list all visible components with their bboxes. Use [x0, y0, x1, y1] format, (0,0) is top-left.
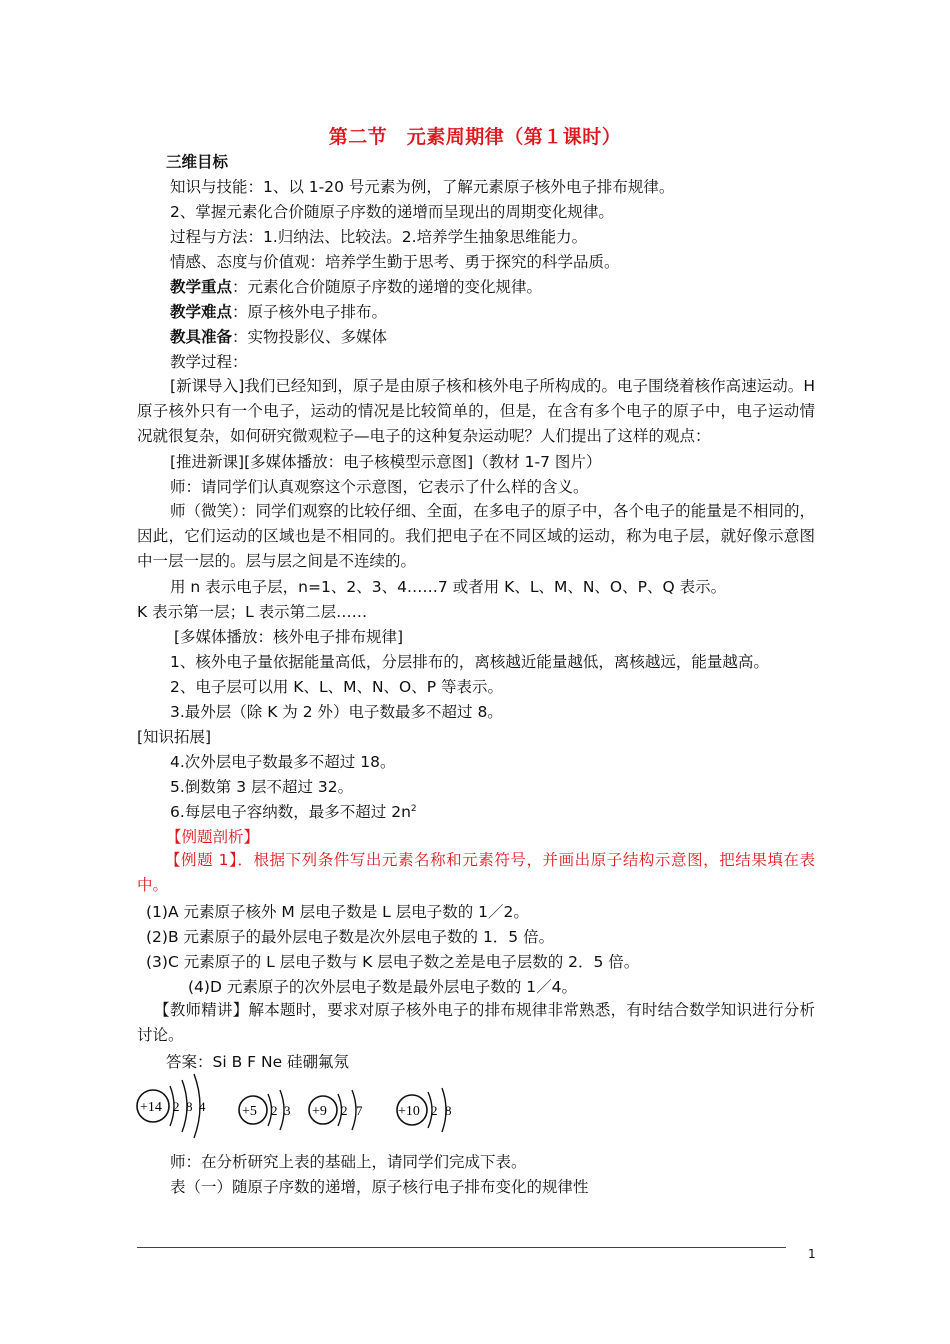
tools-line	[170, 327, 387, 347]
rule-6-text: 6.每层电子容纳数，最多不超过 2n	[170, 803, 411, 821]
teacher-paragraph-2: 师（微笑）：同学们观察的比较仔细、全面，在多电子的原子中，各个电子的能量是不相同的，因此，它们运动的区域也是不相同的。我们把电子在不同区域的运动，称为电子层，就好像示意图中一层一层的。层与层之间是不连续的。	[137, 502, 815, 570]
atom-ne-shell-1: 2	[431, 1103, 438, 1118]
page-title: 第二节 元素周期律（第１课时）	[328, 126, 622, 148]
focus-line	[170, 277, 542, 297]
focus-label: 教学重点	[170, 278, 233, 296]
atom-f-shell-1: 2	[341, 1103, 348, 1118]
rule-3: 3.最外层（除 K 为 2 外）电子数最多不超过 8。	[170, 703, 503, 721]
knowledge-line: 知识与技能：1、以 1-20 号元素为例，了解元素原子核外电子排布规律。	[170, 178, 675, 196]
teacher-line-3: 师：在分析研究上表的基础上，请同学们完成下表。	[170, 1153, 527, 1171]
atom-si-nucleus: +14	[140, 1100, 162, 1115]
question-3: (3)C 元素原子的 L 层电子数与 K 层电子数之差是电子层数的 2．5 倍。	[146, 953, 640, 971]
atom-b-nucleus: +5	[242, 1104, 257, 1119]
footer-divider	[137, 1247, 786, 1248]
knowledge-extend: [知识拓展]	[137, 728, 212, 746]
atom-f-shell-2: 7	[356, 1103, 363, 1118]
atom-ne-shell-2: 8	[445, 1103, 452, 1118]
atom-f	[309, 1090, 363, 1130]
question-4: (4)D 元素原子的次外层电子数是最外层电子数的 1／4。	[188, 978, 577, 996]
question-1: (1)A 元素原子核外 M 层电子数是 L 层电子数的 1／2。	[146, 903, 529, 921]
atom-si-shell-3: 4	[199, 1099, 206, 1114]
atom-si-shell-1: 2	[173, 1099, 180, 1114]
knowledge-line-2: 2、掌握元素化合价随原子序数的递增而呈现出的周期变化规律。	[170, 203, 614, 221]
layers-line-2: K 表示第一层；L 表示第二层……	[137, 603, 368, 621]
difficulty-line	[170, 302, 387, 322]
difficulty-text: ：原子核外电子排布。	[232, 303, 388, 321]
teacher-line-1: 师：请同学们认真观察这个示意图，它表示了什么样的含义。	[170, 478, 589, 496]
media-line-2: [多媒体播放：核外电子排布规律]	[174, 628, 404, 646]
rule-4: 4.次外层电子数最多不超过 18。	[170, 753, 396, 771]
atom-structure-diagrams	[130, 1072, 470, 1140]
example-1: 【例题 1】．根据下列条件写出元素名称和元素符号，并画出原子结构示意图，把结果填在表中。	[137, 851, 815, 894]
atom-ne-nucleus: +10	[398, 1104, 420, 1119]
tools-label: 教具准备	[170, 328, 233, 346]
tools-text: ：实物投影仪、多媒体	[232, 328, 388, 346]
atom-si	[137, 1074, 206, 1138]
difficulty-label: 教学难点	[170, 303, 233, 321]
process-heading: 教学过程：	[170, 353, 248, 371]
atom-b-shell-1: 2	[271, 1103, 278, 1118]
process-line: 过程与方法：1.归纳法、比较法。2.培养学生抽象思维能力。	[170, 228, 588, 246]
example-heading: 【例题剖析】	[166, 828, 260, 846]
emotion-line: 情感、态度与价值观：培养学生勤于思考、勇于探究的科学品质。	[170, 253, 620, 271]
rule-6	[170, 802, 417, 822]
layers-line-1: 用 n 表示电子层，n=1、2、3、4……7 或者用 K、L、M、N、O、P、Q 表示。	[170, 578, 727, 596]
question-2: (2)B 元素原子的最外层电子数是次外层电子数的 1．5 倍。	[146, 928, 555, 946]
atom-ne	[397, 1088, 452, 1132]
analysis-paragraph: 【教师精讲】解本题时，要求对原子核外电子的排布规律非常熟悉，有时结合数学知识进行分析讨论。	[137, 1001, 815, 1044]
intro-paragraph: [新课导入]我们已经知到，原子是由原子核和核外电子所构成的。电子围绕着核作高速运动。H 原子核外只有一个电子，运动的情况是比较简单的，但是，在含有多个电子的原子中，电子运动情况就很复杂，如何研究微观粒子—电子的这种复杂运动呢？人们提出了这样的观点：	[137, 377, 815, 445]
rule-2: 2、电子层可以用 K、L、M、N、O、P 等表示。	[170, 678, 504, 696]
focus-text: ：元素化合价随原子序数的递增的变化规律。	[232, 278, 543, 296]
rule-6-exponent: 2	[410, 804, 417, 814]
atom-b-shell-2: 3	[284, 1103, 291, 1118]
goals-heading: 三维目标	[166, 153, 229, 171]
atom-si-shell-2: 8	[186, 1099, 193, 1114]
table-caption: 表（一）随原子序数的递增，原子核行电子排布变化的规律性	[170, 1178, 589, 1196]
rule-5: 5.倒数第 3 层不超过 32。	[170, 778, 354, 796]
answer-line: 答案：Si B F Ne 硅硼氟氖	[166, 1053, 350, 1071]
advance-line: [推进新课][多媒体播放：电子核模型示意图]（教材 1-7 图片）	[170, 453, 602, 471]
page-number: 1	[808, 1247, 816, 1261]
atom-b	[239, 1090, 291, 1130]
atom-f-nucleus: +9	[312, 1104, 327, 1119]
rule-1: 1、核外电子量依据能量高低，分层排布的，离核越近能量越低，离核越远，能量越高。	[170, 653, 769, 671]
